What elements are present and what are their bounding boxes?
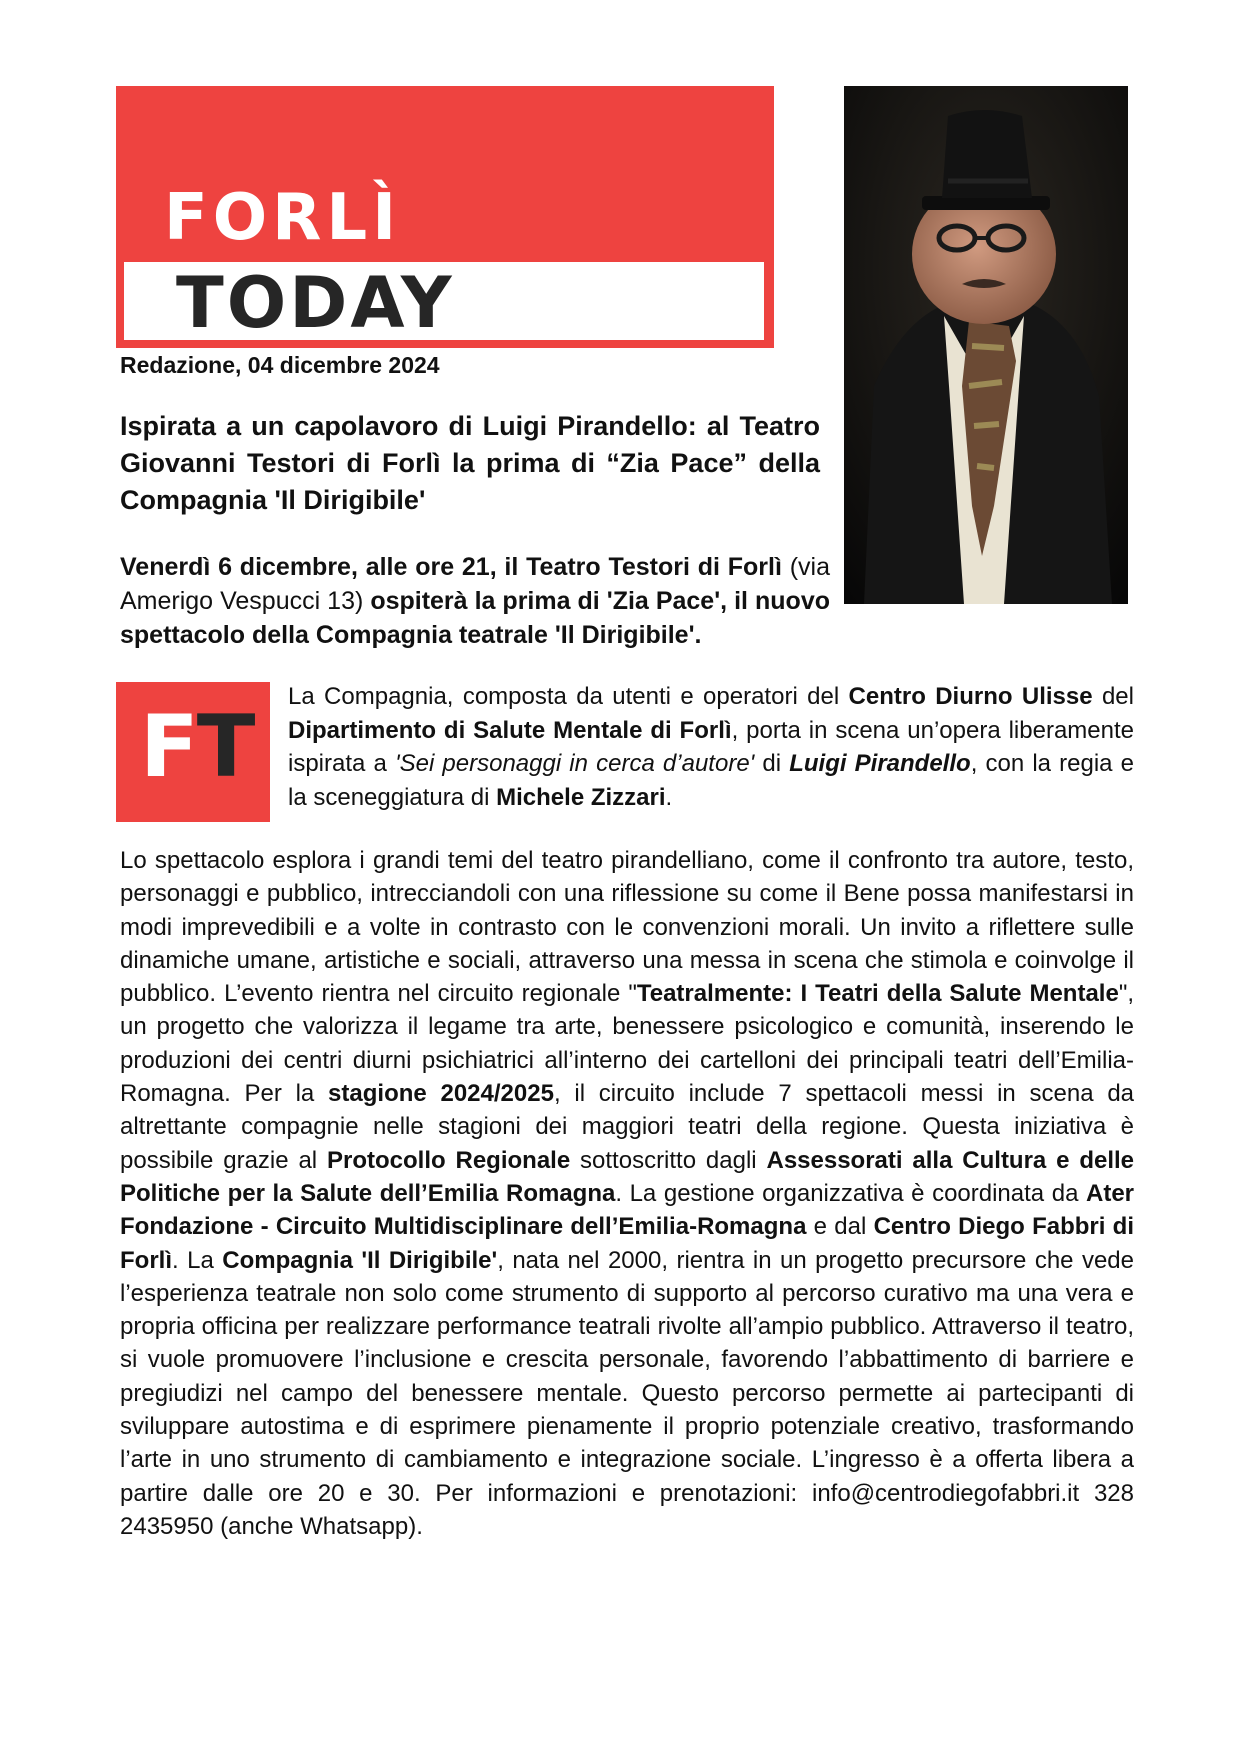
intro-text: , porta in scena un’opera liberamente ispirata a [288, 716, 1134, 777]
body-ater: Ater Fondazione - Circuito Multidisciplinare dell’Emilia-Romagna [120, 1179, 1135, 1241]
body-compagnia: Compagnia 'Il Dirigibile' [222, 1246, 498, 1274]
intro-text: del [1092, 683, 1134, 710]
body-season: stagione 2024/2025 [328, 1080, 554, 1108]
actor-photo-illustration [844, 86, 1128, 604]
logo-today-text: TODAY [176, 262, 455, 344]
body-circuit-name: Teatralmente: I Teatri della Salute Mentale [636, 980, 1119, 1008]
lead-date-time: Venerdì 6 dicembre, alle ore 21, il Teatro Testori di Forlì [120, 553, 782, 581]
body-assessorati: Assessorati alla Cultura e delle Politiche per la Salute dell’Emilia Romagna [120, 1146, 1135, 1207]
intro-centro-diurno: Centro Diurno Ulisse [848, 683, 1093, 710]
body-text: . La gestione organizzativa è coordinata da [615, 1179, 1086, 1207]
body-text: , il circuito include 7 spettacoli messi in scena da altrettante compagnie nelle stagioni dei maggiori teatri della regione. Questa iniziativa è possibile grazie al [120, 1080, 1135, 1174]
body-text: Lo spettacolo esplora i grandi temi del teatro pirandelliano, come il confronto tra autore, testo, personaggi e pubblico, intrecciandoli con una riflessione su come il Bene possa manifestarsi in modi imprevedibili e a volte in contrasto con le convenzioni morali. Un invito a riflettere sulle dinamiche umane, artistiche e sociali, attraverso una messa in scena che stimola e coinvolge il pubblico. L’evento rientra nel circuito regionale " [120, 847, 1134, 1008]
intro-text: . [665, 783, 673, 811]
body-text: ", un progetto che valorizza il legame tra arte, benessere psicologico e comunità, inserendo le produzioni dei centri diurni psichiatrici all’interno dei cartelloni dei principali teatri dell’Emilia-Romagna. Per la [120, 980, 1134, 1108]
body-text: e dal [806, 1213, 874, 1241]
intro-text: La Compagnia, composta da utenti e operatori del [288, 683, 849, 710]
ft-badge-text [140, 697, 254, 797]
actor-photo [844, 86, 1128, 604]
intro-dipartimento: Dipartimento di Salute Mentale di Forlì [288, 716, 732, 744]
article-body [120, 844, 1134, 1543]
lead-address: (via Amerigo Vespucci 13) [120, 553, 830, 615]
intro-play-title: 'Sei personaggi in cerca d’autore' [395, 750, 755, 777]
body-text: , nata nel 2000, rientra in un progetto precursore che vede l’esperienza teatrale non solo come strumento di supporto al percorso curativo ma una vera e propria officina per realizzare performance teatrali rivolte all’ampio pubblico. Attraverso il teatro, si vuole promuovere l’inclusione e crescita personale, favorendo l’abbattimento di barriere e pregiudizi nel campo del benessere mentale. Questo percorso permette ai partecipanti di sviluppare autostima e di esprimere pienamente il proprio potenziale creativo, trasformando l’arte in uno strumento di cambiamento e integrazione sociale. L’ingresso è a offerta libera a partire dalle ore 20 e 30. Per informazioni e prenotazioni: info@centrodiegofabbri.it 328 2435950 (anche Whatsapp). [120, 1246, 1134, 1540]
body-centro-fabbri: Centro Diego Fabbri di Forlì [120, 1213, 1134, 1274]
logo-forli-text: FORLÌ [164, 181, 401, 255]
logo-today-strip [124, 262, 764, 344]
intro-author: Luigi Pirandello [789, 750, 971, 777]
byline: Redazione, 04 dicembre 2024 [120, 352, 440, 378]
intro-text: di [754, 750, 790, 777]
ft-badge [116, 682, 270, 822]
body-protocol: Protocollo Regionale [326, 1146, 571, 1174]
article-intro [288, 680, 1134, 814]
ft-letter-f: F [140, 697, 197, 797]
intro-director: Michele Zizzari [496, 783, 666, 811]
forli-today-logo [116, 86, 774, 348]
ft-letter-t: T [196, 697, 254, 797]
article-headline: Ispirata a un capolavoro di Luigi Pirandello: al Teatro Giovanni Testori di Forlì la prima di “Zia Pace” della Compagnia 'Il Dirigibile' [120, 411, 820, 515]
body-text: sottoscritto dagli [570, 1146, 767, 1174]
intro-text: , con la regia e la sceneggiatura di [288, 750, 1134, 811]
article-lead [120, 550, 830, 652]
lead-premiere: ospiterà la prima di 'Zia Pace', il nuovo spettacolo della Compagnia teatrale 'Il Dirigibile'. [120, 587, 830, 649]
body-text: . La [172, 1246, 223, 1274]
